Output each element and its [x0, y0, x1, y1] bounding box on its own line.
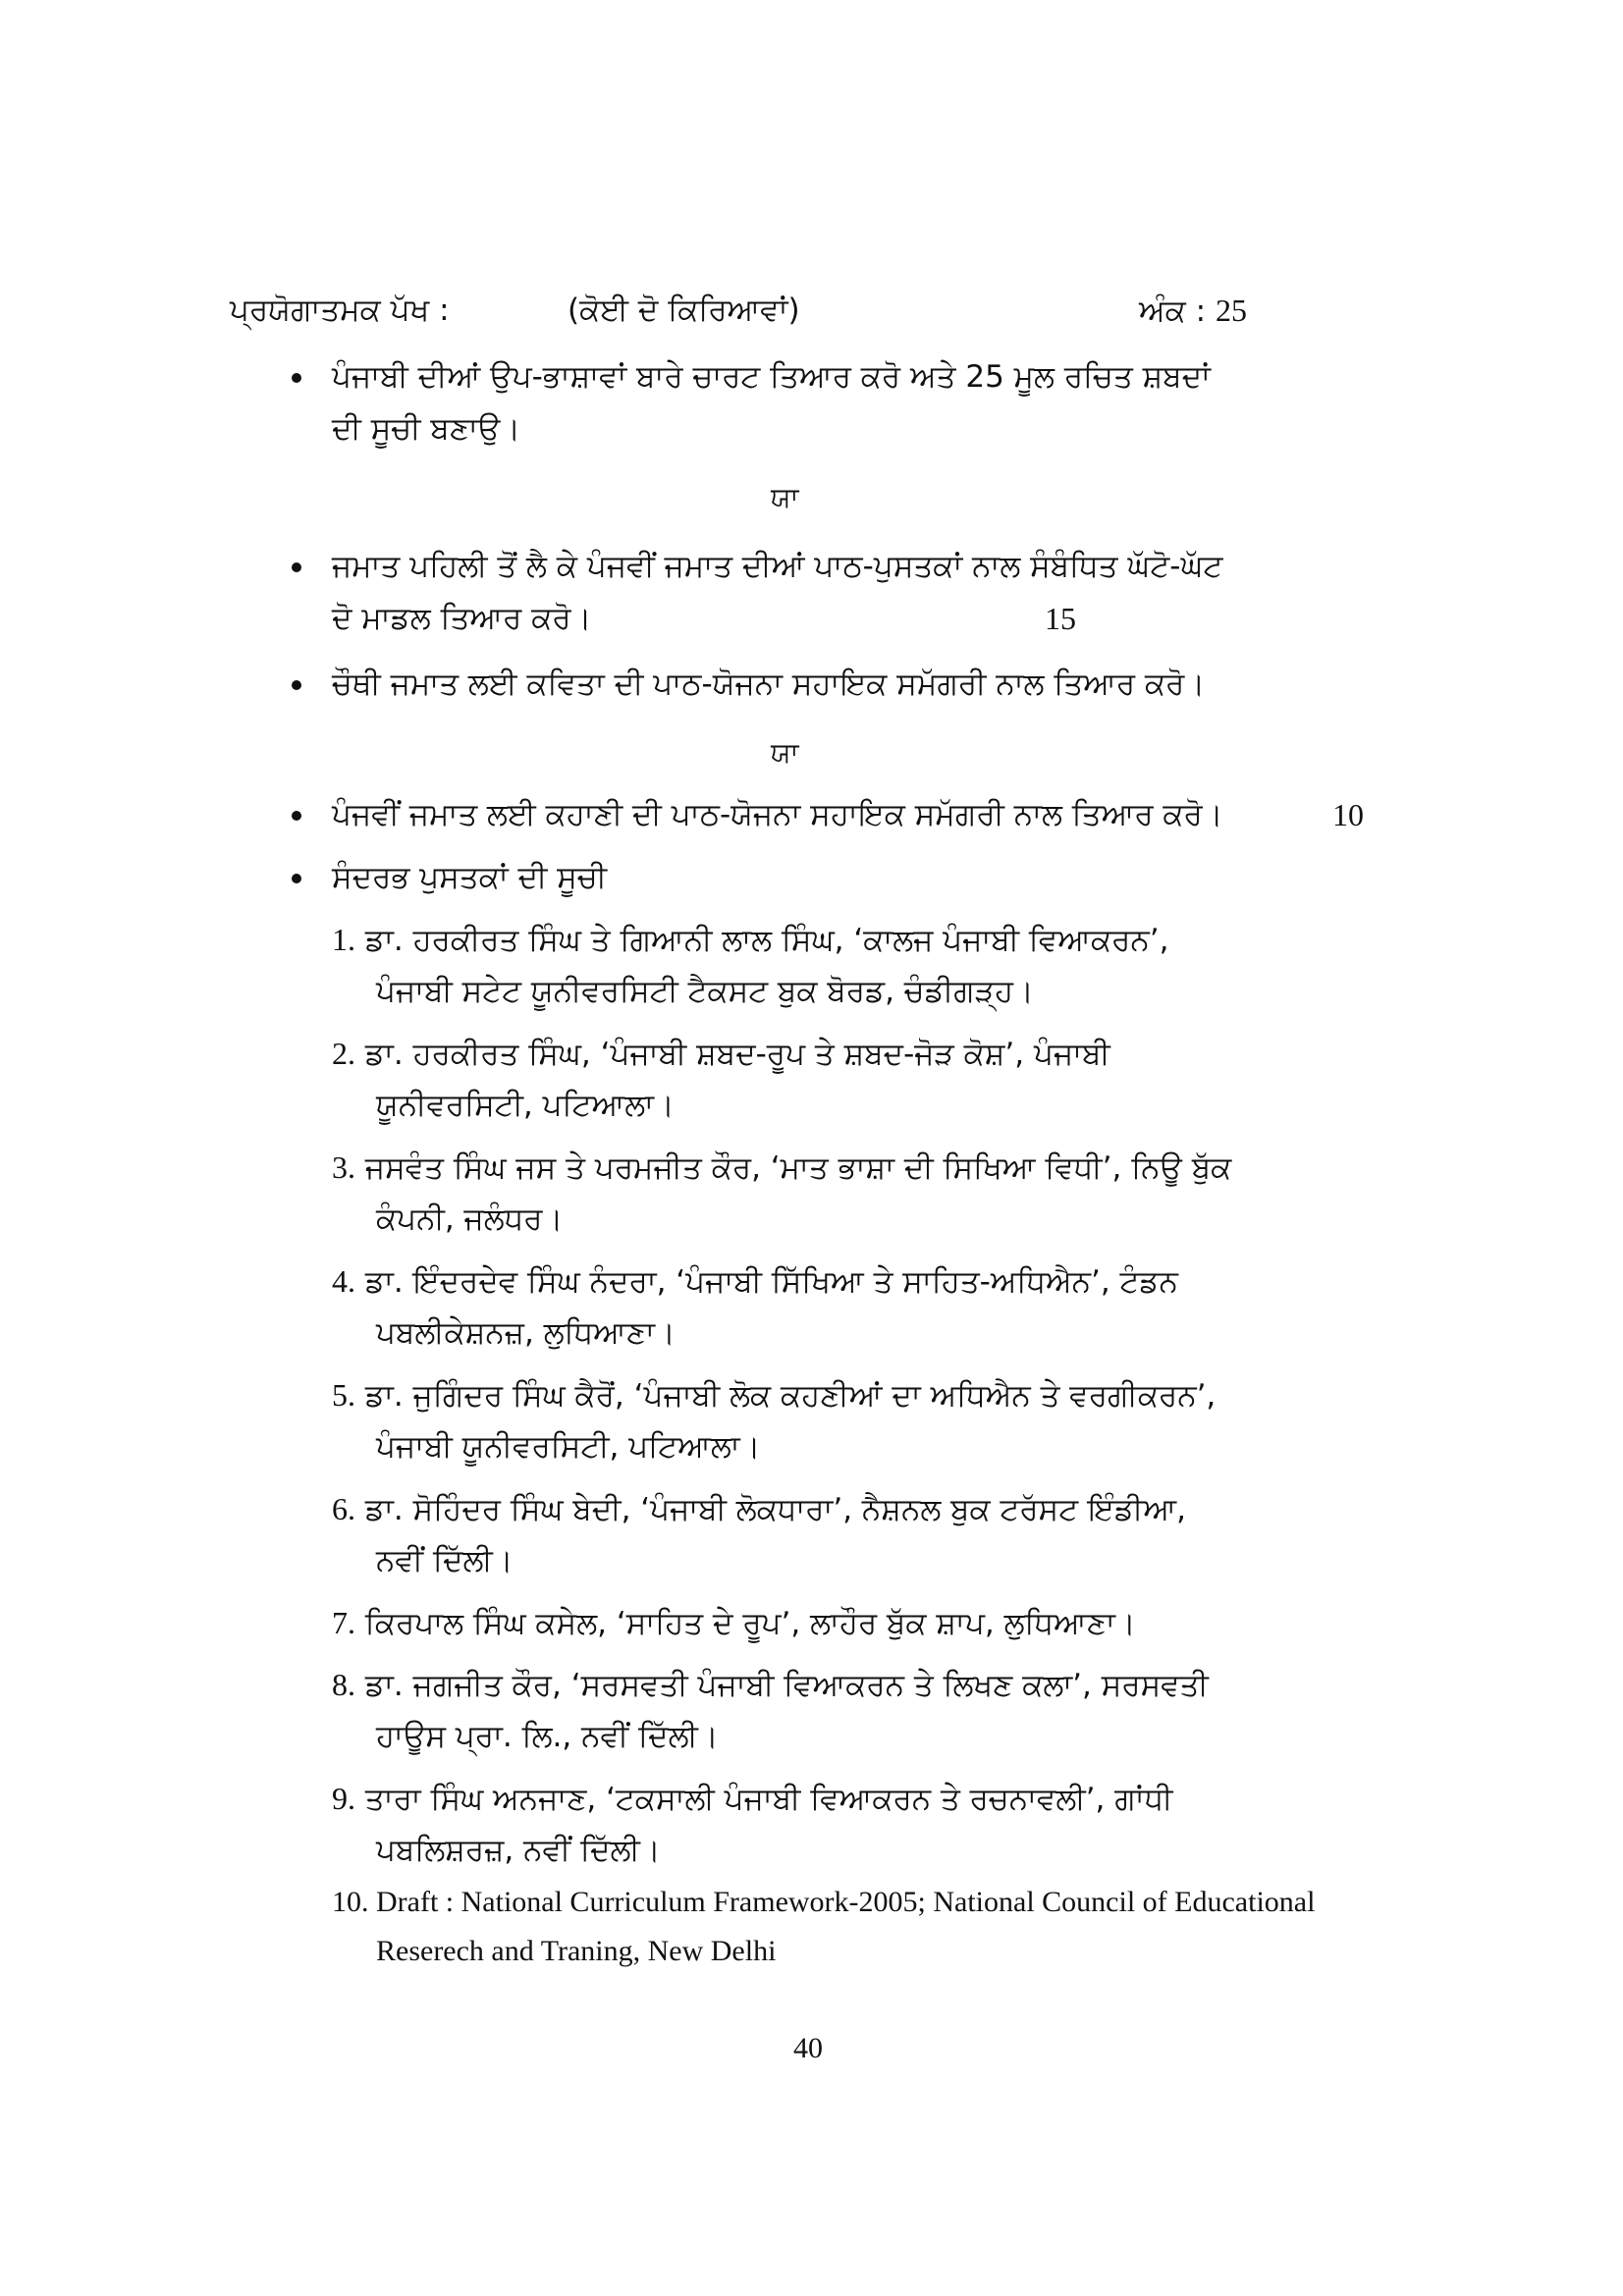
bullet-icon [292, 874, 301, 883]
bullet-icon [292, 562, 301, 572]
reference-line-2: ਨਵੀਂ ਦਿੱਲੀ। [376, 1543, 514, 1578]
reference-item [332, 1489, 1186, 1529]
reference-number: 5. [332, 1377, 355, 1413]
reference-number: 10. [332, 1886, 369, 1918]
activity-2-marks: 15 [1045, 601, 1076, 636]
reference-item [332, 1603, 1136, 1643]
reference-line-1: ਡਾ. ਇੰਦਰਦੇਵ ਸਿੰਘ ਨੰਦਰਾ, ‘ਪੰਜਾਬੀ ਸਿੱਖਿਆ ਤੇ ਸਾਹਿਤ-ਅਧਿਐਨ’, ਟੰਡਨ [364, 1264, 1178, 1300]
bullet-icon [292, 811, 301, 821]
reference-number: 1. [332, 922, 355, 957]
reference-line-1: ਕਿਰਪਾਲ ਸਿੰਘ ਕਸੇਲ, ‘ਸਾਹਿਤ ਦੇ ਰੂਪ’, ਲਾਹੌਰ ਬੁੱਕ ਸ਼ਾਪ, ਲੁਧਿਆਣਾ। [364, 1606, 1136, 1641]
activity-4-line-1: ਪੰਜਵੀਂ ਜਮਾਤ ਲਈ ਕਹਾਣੀ ਦੀ ਪਾਠ-ਯੋਜਨਾ ਸਹਾਇਕ ਸਮੱਗਰੀ ਨਾਲ ਤਿਆਰ ਕਰੋ। [332, 797, 1223, 832]
reference-number: 8. [332, 1667, 355, 1702]
reference-item [332, 1375, 1216, 1415]
bullet-icon [292, 680, 301, 690]
marks-label: ਅੰਕ : [1139, 294, 1207, 329]
reference-line-1: ਡਾ. ਹਰਕੀਰਤ ਸਿੰਘ ਤੇ ਗਿਆਨੀ ਲਾਲ ਸਿੰਘ, ‘ਕਾਲਜ ਪੰਜਾਬੀ ਵਿਆਕਰਨ’, [364, 923, 1169, 958]
activity-3-line-1: ਚੌਥੀ ਜਮਾਤ ਲਈ ਕਵਿਤਾ ਦੀ ਪਾਠ-ਯੋਜਨਾ ਸਹਾਇਕ ਸਮੱਗਰੀ ਨਾਲ ਤਿਆਰ ਕਰੋ। [332, 667, 1206, 702]
bullet-icon [292, 373, 301, 383]
or-separator: ਯਾ [771, 481, 799, 513]
activity-1-line-1: ਪੰਜਾਬੀ ਦੀਆਂ ਉਪ-ਭਾਸ਼ਾਵਾਂ ਬਾਰੇ ਚਾਰਟ ਤਿਆਰ ਕਰੋ ਅਤੇ 25 ਮੂਲ ਰਚਿਤ ਸ਼ਬਦਾਂ [332, 359, 1211, 395]
reference-item [332, 1034, 1110, 1074]
marks-total [1139, 291, 1247, 331]
reference-line-2: ਯੂਨੀਵਰਸਿਟੀ, ਪਟਿਆਲਾ। [376, 1088, 675, 1123]
section-label: ਪ੍ਰਯੋਗਾਤਮਕ ਪੱਖ : [230, 293, 450, 328]
activity-2-line-2: ਦੋ ਮਾਡਲ ਤਿਆਰ ਕਰੋ। [332, 601, 592, 636]
section-instruction: (ਕੋਈ ਦੋ ਕਿਰਿਆਵਾਂ) [568, 293, 800, 328]
reference-item [332, 1148, 1231, 1188]
reference-number: 9. [332, 1781, 355, 1816]
activity-4-marks: 10 [1332, 797, 1364, 832]
reference-line-1: ਜਸਵੰਤ ਸਿੰਘ ਜਸ ਤੇ ਪਰਮਜੀਤ ਕੌਰ, ‘ਮਾਤ ਭਾਸ਼ਾ ਦੀ ਸਿਖਿਆ ਵਿਧੀ’, ਨਿਊ ਬੁੱਕ [364, 1150, 1232, 1186]
reference-line-1: ਡਾ. ਹਰਕੀਰਤ ਸਿੰਘ, ‘ਪੰਜਾਬੀ ਸ਼ਬਦ-ਰੂਪ ਤੇ ਸ਼ਬਦ-ਜੋੜ ਕੋਸ਼’, ਪੰਜਾਬੀ [364, 1037, 1110, 1072]
reference-line-2: ਪੰਜਾਬੀ ਯੂਨੀਵਰਸਿਟੀ, ਪਟਿਆਲਾ। [376, 1429, 761, 1465]
reference-line-2: ਪਬਲਿਸ਼ਰਜ਼, ਨਵੀਂ ਦਿੱਲੀ। [376, 1833, 661, 1868]
reference-line-2: ਪਬਲੀਕੇਸ਼ਨਜ਼, ਲੁਧਿਆਣਾ। [376, 1315, 676, 1351]
or-separator: ਯਾ [771, 736, 799, 769]
page-number: 40 [793, 2032, 823, 2064]
references-heading: ਸੰਦਰਭ ਪੁਸਤਕਾਂ ਦੀ ਸੂਚੀ [332, 860, 608, 895]
reference-item [332, 920, 1168, 960]
marks-value: 25 [1215, 293, 1247, 328]
reference-number: 3. [332, 1149, 355, 1185]
reference-number: 2. [332, 1036, 355, 1071]
reference-number: 4. [332, 1263, 355, 1299]
activity-1-line-2: ਦੀ ਸੂਚੀ ਬਣਾਉ। [332, 411, 521, 447]
activity-2-line-1: ਜਮਾਤ ਪਹਿਲੀ ਤੋਂ ਲੈ ਕੇ ਪੰਜਵੀਂ ਜਮਾਤ ਦੀਆਂ ਪਾਠ-ਪੁਸਤਕਾਂ ਨਾਲ ਸੰਬੰਧਿਤ ਘੱਟੋ-ਘੱਟ [332, 549, 1223, 584]
reference-line-1: Draft : National Curriculum Framework-2005; National Council of Educational [376, 1886, 1316, 1918]
reference-line-1: ਤਾਰਾ ਸਿੰਘ ਅਨਜਾਣ, ‘ਟਕਸਾਲੀ ਪੰਜਾਬੀ ਵਿਆਕਰਨ ਤੇ ਰਚਨਾਵਲੀ’, ਗਾਂਧੀ [364, 1782, 1173, 1817]
reference-line-1: ਡਾ. ਸੋਹਿੰਦਰ ਸਿੰਘ ਬੇਦੀ, ‘ਪੰਜਾਬੀ ਲੋਕਧਾਰਾ’, ਨੈਸ਼ਨਲ ਬੁਕ ਟਰੱਸਟ ਇੰਡੀਆ, [364, 1492, 1186, 1527]
reference-line-1: ਡਾ. ਜਗਜੀਤ ਕੌਰ, ‘ਸਰਸਵਤੀ ਪੰਜਾਬੀ ਵਿਆਕਰਨ ਤੇ ਲਿਖਣ ਕਲਾ’, ਸਰਸਵਤੀ [364, 1668, 1209, 1703]
reference-line-1: ਡਾ. ਜੁਗਿੰਦਰ ਸਿੰਘ ਕੈਰੋਂ, ‘ਪੰਜਾਬੀ ਲੋਕ ਕਹਣੀਆਂ ਦਾ ਅਧਿਐਨ ਤੇ ਵਰਗੀਕਰਨ’, [364, 1378, 1217, 1414]
reference-item [332, 1779, 1172, 1819]
reference-number: 7. [332, 1605, 355, 1640]
reference-number: 6. [332, 1491, 355, 1526]
reference-line-2: ਹਾਊਸ ਪ੍ਰਾ. ਲਿ., ਨਵੀਂ ਦਿੱਲੀ। [376, 1719, 719, 1754]
reference-item [332, 1261, 1178, 1302]
reference-line-2: Reserech and Traning, New Delhi [376, 1935, 777, 1967]
reference-line-2: ਕੰਪਨੀ, ਜਲੰਧਰ। [376, 1201, 564, 1237]
reference-item [332, 1665, 1209, 1705]
reference-item [332, 1883, 1315, 1922]
reference-line-2: ਪੰਜਾਬੀ ਸਟੇਟ ਯੂਨੀਵਰਸਿਟੀ ਟੈਕਸਟ ਬੁਕ ਬੋਰਡ, ਚੰਡੀਗੜ੍ਹ। [376, 974, 1034, 1009]
